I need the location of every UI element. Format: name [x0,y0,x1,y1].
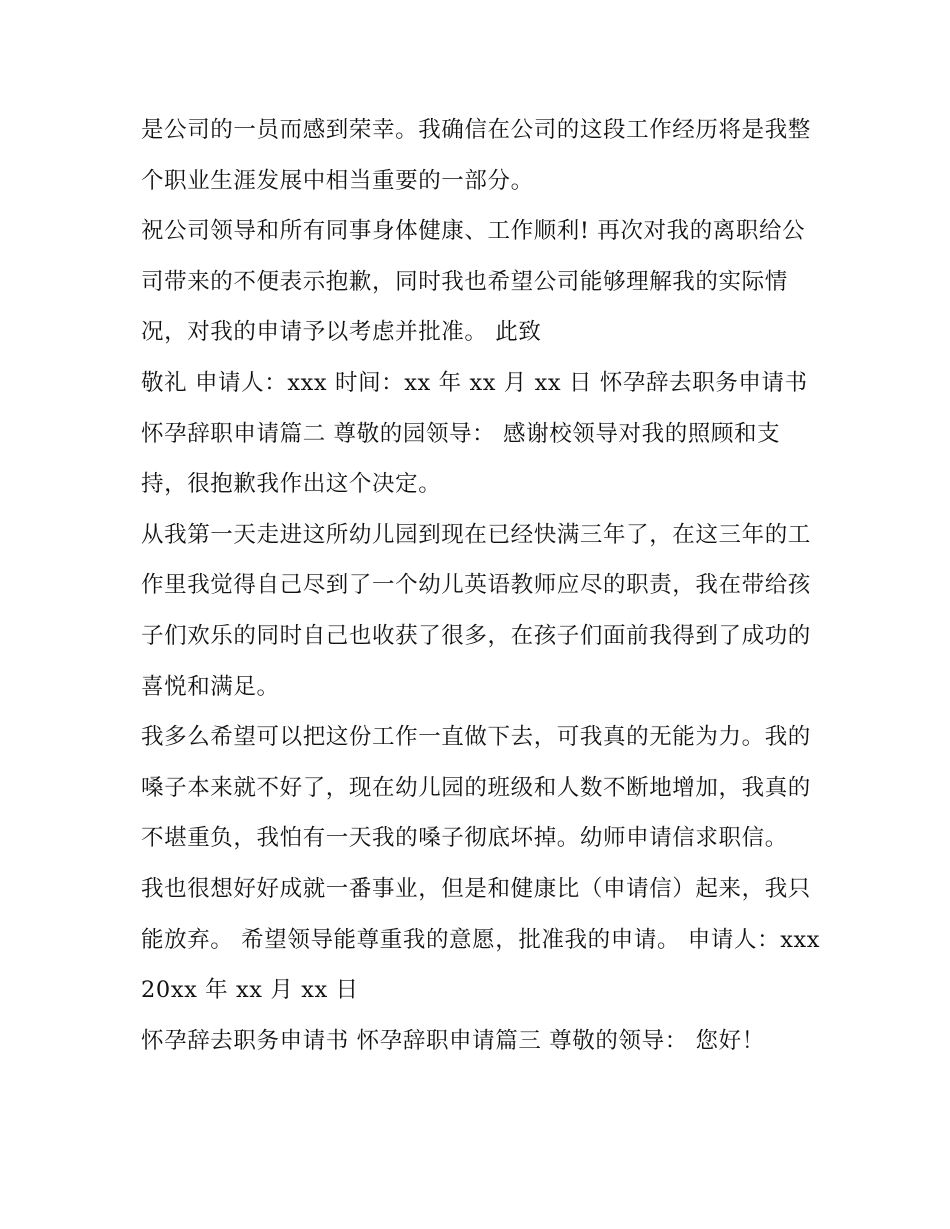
paragraph: 我多么希望可以把这份工作一直做下去，可我真的无能为力。我的嗓子本来就不好了，现在幼儿园的班级和人数不断地增加，我真的不堪重负，我怕有一天我的嗓子彻底坏掉。幼师申请信求职信。 [141,724,811,852]
paragraph: 祝公司领导和所有同事身体健康、工作顺利! 再次对我的离职给公司带来的不便表示抱歉，同时我也希望公司能够理解我的实际情况，对我的申请予以考虑并批准。 此致 [141,218,806,346]
document-body [141,105,821,1066]
paragraph: 敬礼 申请人：xxx 时间：xx 年 xx 月 xx 日 怀孕辞去职务申请书 怀孕辞职申请篇二 尊敬的园领导： 感谢校领导对我的照顾和支持，很抱歉我作出这个决定。 [141,369,808,498]
paragraph: 我也很想好好成就一番事业，但是和健康比（申请信）起来，我只能放弃。 希望领导能尊重我的意愿，批准我的申请。 申请人：xxx 20xx 年 xx 月 xx 日 [141,875,821,1004]
paragraph: 怀孕辞去职务申请书 怀孕辞职申请篇三 尊敬的领导： 您好！ [141,1027,765,1054]
paragraph: 从我第一天走进这所幼儿园到现在已经快满三年了，在这三年的工作里我觉得自己尽到了一个幼儿英语教师应尽的职责，我在带给孩子们欢乐的同时自己也收获了很多，在孩子们面前我得到了成功的喜悦和满足。 [141,521,811,700]
paragraph: 是公司的一员而感到荣幸。我确信在公司的这段工作经历将是我整个职业生涯发展中相当重要的一部分。 [141,117,811,194]
